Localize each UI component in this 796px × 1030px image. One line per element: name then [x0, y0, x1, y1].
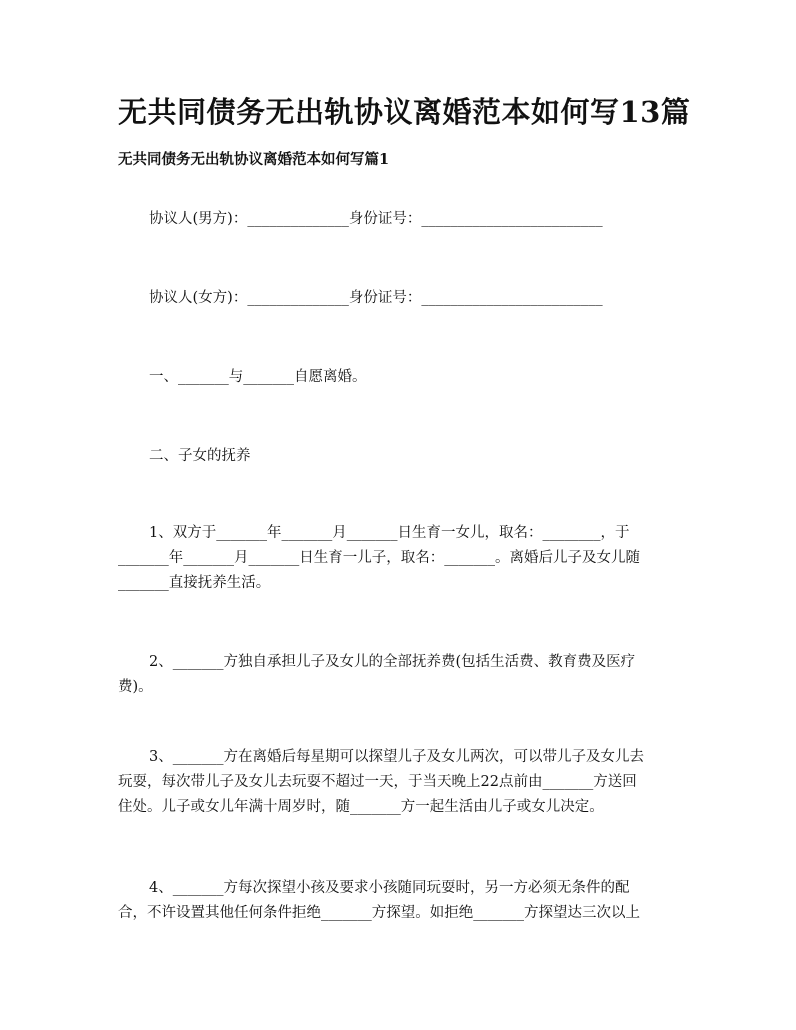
clause-1-line-3: _______直接抚养生活。 [118, 575, 271, 591]
clause-2-line-1: 2、_______方独自承担儿子及女儿的全部抚养费(包括生活费、教育费及医疗 [149, 654, 636, 670]
clause-3-line-2: 玩耍，每次带儿子及女儿去玩耍不超过一天，于当天晚上22点前由_______方送回 [118, 774, 637, 790]
clause-4-line-1: 4、_______方每次探望小孩及要求小孩随同玩耍时，另一方必须无条件的配 [149, 880, 630, 896]
party-male-line: 协议人(男方)：______________身份证号：_________________________ [149, 211, 603, 227]
document-title: 无共同债务无出轨协议离婚范本如何写13篇 [118, 95, 691, 129]
clause-3-line-1: 3、_______方在离婚后每星期可以探望儿子及女儿两次，可以带儿子及女儿去 [149, 749, 644, 765]
clause-4-line-2: 合，不许设置其他任何条件拒绝_______方探望。如拒绝_______方探望达三次以上 [118, 905, 640, 921]
party-female-line: 协议人(女方)：______________身份证号：_________________________ [149, 290, 603, 306]
section-heading: 无共同债务无出轨协议离婚范本如何写篇1 [118, 151, 390, 168]
item-two-heading: 二、子女的抚养 [149, 448, 251, 464]
clause-3-line-3: 住处。儿子或女儿年满十周岁时，随_______方一起生活由儿子或女儿决定。 [118, 799, 604, 815]
clause-1-line-1: 1、双方于_______年_______月_______日生育一女儿，取名：________，于 [149, 525, 630, 541]
clause-1-line-2: _______年_______月_______日生育一儿子，取名：_______。离婚后儿子及女儿随 [118, 550, 640, 566]
item-one: 一、_______与_______自愿离婚。 [149, 369, 367, 385]
clause-2-line-2: 费)。 [118, 679, 153, 695]
